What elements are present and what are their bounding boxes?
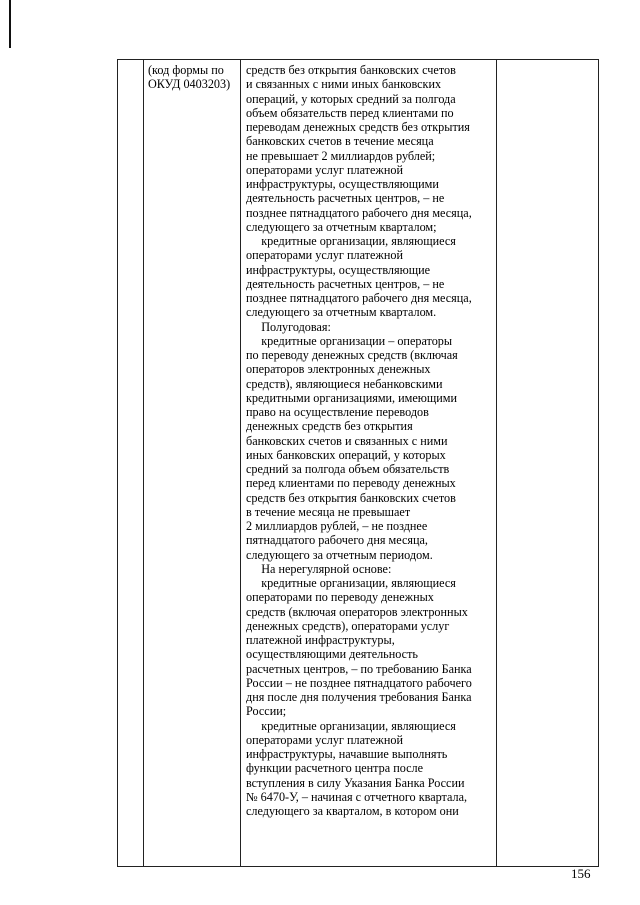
text-line: платежной инфраструктуры, <box>246 633 395 647</box>
text-line: средств (включая операторов электронных <box>246 604 468 619</box>
text-line: 2 миллиардов рублей, – не позднее <box>246 519 428 533</box>
text-line: кредитными организациями, имеющими <box>246 390 458 405</box>
text-line: следующего за кварталом, в котором они <box>246 804 459 818</box>
form-code-line: ОКУД 0403203) <box>148 77 231 92</box>
text-line: вступления в силу Указания Банка России <box>246 775 465 790</box>
text-line: объем обязательств перед клиентами по <box>246 105 454 120</box>
text-line: денежных средств без открытия <box>246 419 413 434</box>
text-line: дня после дня получения требования Банка <box>246 690 472 704</box>
text-line: банковских счетов в течение месяца <box>246 134 434 149</box>
table-column-form-code <box>144 60 241 866</box>
text-line: право на осуществление переводов <box>246 405 429 419</box>
form-code-line: (код формы по <box>148 63 224 77</box>
text-line: расчетных центров, – по требованию Банка <box>246 661 472 676</box>
text-line: кредитные организации, являющиеся <box>246 234 456 248</box>
text-line: позднее пятнадцатого рабочего дня месяца, <box>246 205 472 220</box>
text-line: На нерегулярной основе: <box>246 561 392 576</box>
text-line: операторов электронных денежных <box>246 362 431 377</box>
text-line: средний за полгода объем обязательств <box>246 462 450 476</box>
table-column-empty-right <box>497 60 598 866</box>
text-line: по переводу денежных средств (включая <box>246 348 458 362</box>
form-code-text <box>148 63 230 92</box>
text-line: функции расчетного центра после <box>246 761 424 776</box>
text-line: операторами услуг платежной <box>246 162 403 177</box>
text-line: не превышает 2 миллиардов рублей; <box>246 148 436 163</box>
text-line: деятельность расчетных центров, – не <box>246 276 445 291</box>
text-line: деятельность расчетных центров, – не <box>246 191 445 206</box>
document-table <box>117 59 599 867</box>
text-line: следующего за отчетным кварталом; <box>246 219 437 234</box>
text-line: России; <box>246 704 287 719</box>
text-line: операторами услуг платежной <box>246 248 403 263</box>
text-line: кредитные организации – операторы <box>246 333 453 348</box>
text-line: инфраструктуры, осуществляющие <box>246 262 431 277</box>
text-line: следующего за отчетным периодом. <box>246 547 433 562</box>
text-line: и связанных с ними иных банковских <box>246 77 442 92</box>
deadlines-text <box>246 63 472 818</box>
text-line: операций, у которых средний за полгода <box>246 91 456 106</box>
text-line: банковских счетов и связанных с ними <box>246 433 448 448</box>
text-line: инфраструктуры, осуществляющими <box>246 177 439 191</box>
text-line: Полугодовая: <box>246 319 331 334</box>
text-line: операторами по переводу денежных <box>246 590 434 605</box>
text-line: переводам денежных средств без открытия <box>246 120 470 134</box>
scan-edge-mark <box>9 0 11 48</box>
text-line: позднее пятнадцатого рабочего дня месяца, <box>246 291 472 305</box>
text-line: средств без открытия банковских счетов <box>246 490 456 505</box>
table-column-empty-left <box>118 60 144 866</box>
text-line: в течение месяца не превышает <box>246 504 411 519</box>
text-line: осуществляющими деятельность <box>246 647 418 662</box>
text-line: средств), являющиеся небанковскими <box>246 376 443 391</box>
text-line: средств без открытия банковских счетов <box>246 63 456 77</box>
table-column-deadlines <box>241 60 497 866</box>
text-line: инфраструктуры, начавшие выполнять <box>246 747 448 761</box>
text-line: операторами услуг платежной <box>246 732 403 747</box>
text-line: иных банковских операций, у которых <box>246 447 446 462</box>
text-line: № 6470-У, – начиная с отчетного квартала, <box>246 789 468 804</box>
text-line: пятнадцатого рабочего дня месяца, <box>246 533 428 548</box>
text-line: России – не позднее пятнадцатого рабочего <box>246 675 472 690</box>
text-line: кредитные организации, являющиеся <box>246 718 456 733</box>
text-line: кредитные организации, являющиеся <box>246 576 456 590</box>
text-line: денежных средств), операторами услуг <box>246 618 450 633</box>
text-line: перед клиентами по переводу денежных <box>246 476 456 491</box>
page-number: 156 <box>571 866 591 881</box>
text-line: следующего за отчетным кварталом. <box>246 305 437 320</box>
